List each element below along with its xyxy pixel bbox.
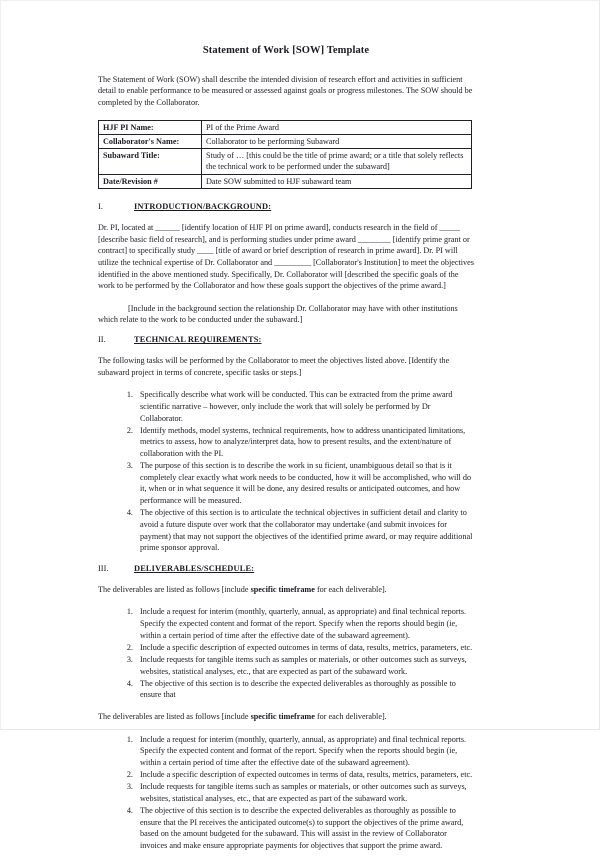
- lead-bold-timeframe: specific timeframe: [250, 711, 315, 721]
- section-numeral: I.: [98, 202, 103, 212]
- lead-prefix: The deliverables are listed as follows [include: [98, 711, 251, 721]
- table-cell-label: Date/Revision #: [99, 174, 202, 188]
- table-row: [99, 134, 472, 148]
- list-item: 1. Include a request for interim (monthly, quarterly, annual, as appropriate) and final technical reports. Specify the expected content and format of the report. Specify when the reports should begin (ie, within a certain period of time after the effective date of the subaward agreement).: [135, 606, 474, 641]
- list-item: 4. The objective of this section is to articulate the technical objectives in sufficient detail and clarity to avoid a future dispute over work that the collaborator may undertake (and submit invoices for payment) that may not support the objectives of the identified prime award, or may require additional prime sponsor approval.: [135, 507, 474, 554]
- table-cell-label: Collaborator's Name:: [99, 134, 202, 148]
- table-body: [99, 120, 472, 189]
- list-item: 1. Specifically describe what work will be conducted. This can be extracted from the prime award scientific narrative – however, only include the work that will solely be performed by Dr Collaborator.: [135, 389, 474, 424]
- section-numeral: III.: [98, 563, 109, 573]
- section-heading-introduction: [98, 202, 474, 213]
- deliverables-lead-paragraph-second: [98, 711, 474, 723]
- list-item: 1. Include a request for interim (monthly, quarterly, annual, as appropriate) and final technical reports. Specify the expected content and format of the report. Specify when the reports should begin (ie, within a certain period of time after the effective date of the subaward agreement).: [135, 734, 474, 769]
- lead-prefix: The deliverables are listed as follows [include: [98, 584, 251, 594]
- section-heading-deliverables: [98, 564, 474, 575]
- table-cell-label: Subaward Title:: [99, 149, 202, 175]
- table-row: [99, 120, 472, 134]
- table-cell-label: HJF PI Name:: [99, 120, 202, 134]
- list-item: 2. Include a specific description of expected outcomes in terms of data, results, metrics, parameters, etc.: [135, 642, 474, 654]
- list-item: 2. Include a specific description of expected outcomes in terms of data, results, metrics, parameters, etc.: [135, 769, 474, 781]
- document-body: [98, 45, 474, 862]
- deliverables-lead-paragraph-first: [98, 584, 474, 596]
- list-item: 3. The purpose of this section is to describe the work in su ficient, unambiguous detail so that is it completely clear exactly what work needs to be conducted, how it will be accomplished, who will do it, when or in what sequence it will be done, any desired results or anticipated outcomes, and how performance will be measured.: [135, 460, 474, 507]
- section-heading-technical: [98, 335, 474, 346]
- introduction-background-note: [Include in the background section the relationship Dr. Collaborator may have with other institutions which relate to the work to be conducted under the subaward.]: [98, 303, 458, 325]
- table-row: [99, 174, 472, 188]
- lead-suffix: for each deliverable].: [314, 711, 387, 721]
- sow-info-table: [98, 120, 472, 190]
- technical-lead-paragraph: The following tasks will be performed by the Collaborator to meet the objectives listed above. [Identify the subaward project in terms of concrete, specific tasks or steps.]: [98, 356, 450, 377]
- section-numeral: II.: [98, 335, 106, 345]
- lead-suffix: for each deliverable].: [314, 584, 387, 594]
- deliverables-list-second: [98, 734, 474, 852]
- intro-paragraph: The Statement of Work (SOW) shall describe the intended division of research effort and activities in sufficient detail to enable performance to be measured or assessed against goals or progress milestones. The SOW should be completed by the Collaborator.: [98, 74, 473, 107]
- list-item: 2. Identify methods, model systems, technical requirements, how to address unanticipated limitations, metrics to assess, how to analyze/interpret data, how to present results, and the extent/nature of collaboration with the PI.: [135, 425, 474, 460]
- section-title: INTRODUCTION/BACKGROUND:: [134, 202, 272, 212]
- table-cell-value: Collaborator to be performing Subaward: [202, 134, 472, 148]
- table-cell-value: Study of … [this could be the title of prime award; or a title that solely reflects the technical work to be performed under the subaward]: [202, 149, 472, 175]
- section-title: TECHNICAL REQUIREMENTS:: [134, 335, 262, 345]
- technical-requirements-list: [98, 389, 474, 553]
- table-cell-value: PI of the Prime Award: [202, 120, 472, 134]
- table-cell-value: Date SOW submitted to HJF subaward team: [202, 174, 472, 188]
- list-item: 4. The objective of this section is to describe the expected deliverables as thoroughly as possible to ensure that the PI receives the anticipated outcome(s) to support the objectives of the prime award, based on the amount budgeted for the subaward. This will assist in the review of Collaborator invoices and make ensure appropriate payments for objectives that support the prime award.: [135, 805, 474, 852]
- section-title: DELIVERABLES/SCHEDULE:: [134, 563, 255, 573]
- deliverables-list-first: [98, 606, 474, 701]
- page-title: Statement of Work [SOW] Template: [202, 45, 370, 56]
- list-item: 3. Include requests for tangible items such as samples or materials, or other outcomes such as surveys, websites, statistical analyses, etc., that are expected as part of the subaward work.: [135, 654, 474, 677]
- list-item: 3. Include requests for tangible items such as samples or materials, or other outcomes such as surveys, websites, statistical analyses, etc., that are expected as part of the subaward work.: [135, 781, 474, 804]
- list-item: 4. The objective of this section is to describe the expected deliverables as thoroughly as possible to ensure that: [135, 678, 474, 701]
- lead-bold-timeframe: specific timeframe: [250, 584, 315, 594]
- table-row: [99, 149, 472, 175]
- introduction-paragraph: Dr. PI, located at ______ [identify location of HJF PI on prime award], conducts research in the field of _____ [describe basic field of research], and is performing studies under prime award ________ [identify prime grant or contract] to specifically study ____ [title of award or brief description of research in prime award]. Dr. PI will utilize the technical expertise of Dr. Collaborator and _________ [Collaborator's Institution] to meet the objectives identified in the above mentioned study. Specifically, Dr. Collaborator will [described the specific goals of the work to be performed by the Collaborator and how these goals support the objectives of the prime award.]: [98, 223, 474, 291]
